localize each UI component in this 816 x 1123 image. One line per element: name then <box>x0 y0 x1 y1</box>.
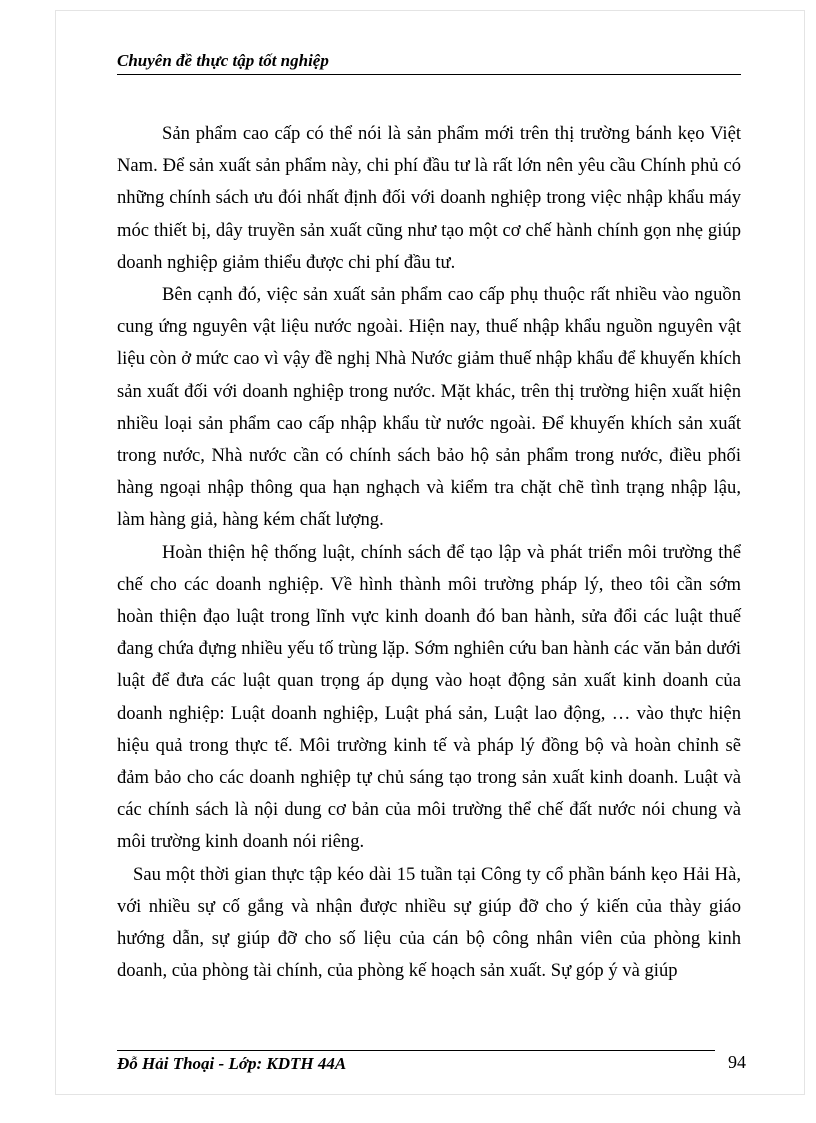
paragraph: Hoàn thiện hệ thống luật, chính sách để tạo lập và phát triển môi trường thể chế cho các doanh nghiệp. Về hình thành môi trường pháp lý, theo tôi cần sớm hoàn thiện đạo luật trong lĩnh vực kinh doanh đó ban hành, sửa đổi các luật thuế đang chứa đựng nhiều yếu tố trùng lặp. Sớm nghiên cứu ban hành các văn bản dưới luật để đưa các luật quan trọng áp dụng vào hoạt động sản xuất kinh doanh của doanh nghiệp: Luật doanh nghiệp, Luật phá sản, Luật lao động, … vào thực hiện hiệu quả trong thực tế. Môi trường kinh tế và pháp lý đồng bộ và hoàn chỉnh sẽ đảm bảo cho các doanh nghiệp tự chủ sáng tạo trong sản xuất kinh doanh. Luật và các chính sách là nội dung cơ bản của môi trường thể chế đất nước nói chung và môi trường kinh doanh nói riêng. <box>117 541 741 853</box>
paragraph: Sau một thời gian thực tập kéo dài 15 tuần tại Công ty cổ phần bánh kẹo Hải Hà, với nhiều sự cố gắng và nhận được nhiều sự giúp đỡ cho ý kiến của thày giáo hướng dẫn, sự giúp đỡ cho số liệu của cán bộ công nhân viên của phòng kinh doanh, của phòng tài chính, của phòng kế hoạch sản xuất. Sự góp ý và giúp <box>117 863 741 982</box>
paragraph: Bên cạnh đó, việc sản xuất sản phẩm cao cấp phụ thuộc rất nhiều vào nguồn cung ứng nguyên vật liệu nước ngoài. Hiện nay, thuế nhập khẩu nguồn nguyên vật liệu còn ở mức cao vì vậy đề nghị Nhà Nước giảm thuế nhập khẩu để khuyến khích sản xuất đối với doanh nghiệp trong nước. Mặt khác, trên thị trường hiện xuất hiện nhiều loại sản phẩm cao cấp nhập khẩu từ nước ngoài. Để khuyến khích sản xuất trong nước, Nhà nước cần có chính sách bảo hộ sản phẩm trong nước, điều phối hàng ngoại nhập thông qua hạn nghạch và kiểm tra chặt chẽ tình trạng nhập lậu, làm hàng giả, hàng kém chất lượng. <box>117 284 741 531</box>
page-header <box>117 48 741 75</box>
header-title: Chuyên đề thực tập tốt nghiệp <box>117 51 329 70</box>
document-body <box>117 118 741 987</box>
footer-divider <box>117 1050 715 1051</box>
paragraph: Sản phẩm cao cấp có thể nói là sản phẩm mới trên thị trường bánh kẹo Việt Nam. Để sản xuất sản phẩm này, chi phí đầu tư là rất lớn nên yêu cầu Chính phủ có những chính sách ưu đói nhất định đối với doanh nghiệp trong việc nhập khẩu máy móc thiết bị, dây truyền sản xuất cũng như tạo một cơ chế hành chính gọn nhẹ giúp doanh nghiệp giảm thiểu được chi phí đầu tư. <box>117 123 741 273</box>
footer-author: Đỗ Hải Thoại - Lớp: KDTH 44A <box>117 1054 347 1073</box>
page-number: 94 <box>728 1052 746 1072</box>
